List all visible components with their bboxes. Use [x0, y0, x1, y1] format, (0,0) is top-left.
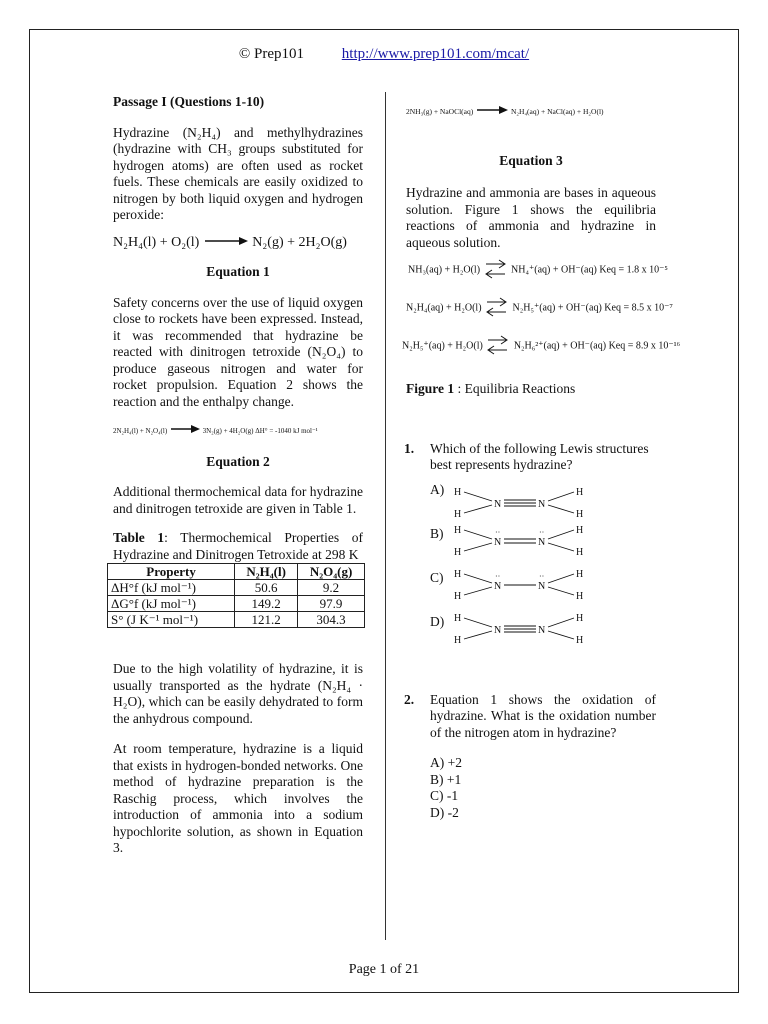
svg-text:··: ·· [495, 527, 501, 537]
answer-option[interactable]: A) +2 [430, 755, 462, 770]
svg-text:H: H [454, 524, 462, 536]
equilibrium-1-left: NH₃(aq) + H₂O(l) [408, 264, 481, 276]
lewis-structure-c [450, 566, 590, 606]
prep101-link[interactable]: http://www.prep101.com/mcat/ [341, 46, 530, 62]
table-header: N₂O₄(g) [298, 564, 365, 580]
svg-text:H: H [454, 612, 462, 624]
equation-2 [113, 423, 363, 440]
equilibrium-2-left: N₂H₄(aq) + H₂O(l) [406, 302, 482, 314]
figure-caption [406, 381, 656, 398]
table-cell: S° (J K⁻¹ mol⁻¹) [108, 612, 235, 628]
svg-text:H: H [576, 486, 584, 498]
question-1-stem [404, 440, 656, 474]
table-caption [113, 530, 363, 563]
table-header: Property [108, 564, 235, 580]
equilibrium-1 [408, 259, 668, 281]
table-cell: ΔG°f (kJ mol⁻¹) [108, 596, 235, 612]
equilibrium-arrows-icon [483, 259, 509, 281]
svg-text:N: N [494, 498, 502, 510]
equilibrium-arrows-icon [485, 335, 511, 357]
svg-text:H: H [454, 486, 462, 498]
equation-2-reactants: 2N₂H₄(l) + N₂O₄(l) [113, 427, 168, 435]
question-2-text: Equation 1 shows the oxidation of hydrazine. What is the oxidation number of the nitrogen atom in hydrazine? [430, 691, 656, 740]
page-header [0, 46, 768, 63]
equation-1-label: Equation 1 [206, 264, 270, 279]
passage-title: Passage I (Questions 1-10) [113, 94, 265, 109]
passage-paragraph-1: Hydrazine (N₂H₄) and methylhydrazines (hydrazine with CH₃ groups substituted for hydrogen atoms) are often used as rocket fuels. These chemicals are easily oxidized to nitrogen by both liquid oxygen and hydrogen peroxide: [113, 124, 363, 222]
equilibrium-1-right: NH₄⁺(aq) + OH⁻(aq) Keq = 1.8 x 10⁻⁵ [511, 264, 668, 276]
option-label[interactable]: B) [430, 525, 444, 541]
table-cell: 9.2 [298, 580, 365, 596]
svg-text:H: H [576, 568, 584, 580]
table-cell: 121.2 [235, 612, 298, 628]
equilibrium-3-right: N₂H₆²⁺(aq) + OH⁻(aq) Keq = 8.9 x 10⁻¹⁶ [513, 340, 681, 352]
svg-text:N: N [538, 624, 546, 636]
passage-paragraph-2: Safety concerns over the use of liquid oxygen close to rockets have been expressed. Instead, it was recommended that hydrazine be reacted with dinitrogen tetroxide (N₂O₄) to produce gaseous nitrogen and water for rocket propulsion. Equation 2 shows the reaction and the enthalpy change. [113, 294, 363, 409]
right-column [402, 104, 681, 821]
svg-text:H: H [576, 508, 584, 520]
svg-text:H: H [454, 634, 462, 646]
svg-text:··: ·· [539, 571, 545, 581]
left-column [113, 94, 363, 857]
svg-text:H: H [454, 590, 462, 602]
table-cell: 50.6 [235, 580, 298, 596]
svg-text:N: N [538, 498, 546, 510]
table-cell: 97.9 [298, 596, 365, 612]
reaction-arrow-icon [169, 425, 201, 433]
option-label[interactable]: A) [430, 481, 445, 497]
svg-text:··: ·· [495, 571, 501, 581]
equilibrium-2 [406, 297, 673, 319]
equilibrium-arrows-icon [484, 297, 510, 319]
answer-option[interactable]: C) -1 [430, 788, 459, 803]
lewis-structure-b [450, 522, 590, 562]
table-caption-text: : Thermochemical Properties of Hydrazine and Dinitrogen Tetroxide at 298 K [113, 530, 363, 562]
option-label[interactable]: C) [430, 569, 444, 585]
svg-text:··: ·· [539, 527, 545, 537]
svg-text:H: H [454, 508, 462, 520]
equilibrium-3-left: N₂H₅⁺(aq) + H₂O(l) [402, 340, 483, 352]
svg-text:H: H [576, 612, 584, 624]
passage-paragraph-3: Additional thermochemical data for hydrazine and dinitrogen tetroxide are given in Table 1. [113, 484, 363, 516]
figure-caption-text: : Equilibria Reactions [454, 380, 576, 396]
question-2-stem [404, 691, 656, 742]
lewis-structure-d [450, 610, 590, 650]
reaction-arrow-icon [203, 236, 249, 246]
table-cell: 304.3 [298, 612, 365, 628]
equation-3-label: Equation 3 [499, 152, 563, 168]
question-2 [404, 691, 656, 822]
table-row [108, 596, 365, 612]
question-1-text: Which of the following Lewis structures best represents hydrazine? [430, 440, 649, 472]
lewis-structure-a [450, 484, 590, 524]
svg-text:H: H [576, 546, 584, 558]
equilibrium-2-right: N₂H₅⁺(aq) + OH⁻(aq) Keq = 8.5 x 10⁻⁷ [512, 302, 673, 314]
svg-text:N: N [538, 536, 546, 548]
question-1-number: 1. [404, 440, 415, 456]
passage-paragraph-5: At room temperature, hydrazine is a liquid that exists in hydrogen-bonded networks. One method of hydrazine preparation is the Raschig process, which involves the introduction of ammonia into a sodium hypochlorite solution, as shown in Equation 3. [113, 741, 363, 855]
svg-text:N: N [494, 536, 502, 548]
svg-text:H: H [454, 546, 462, 558]
svg-text:H: H [576, 634, 584, 646]
figure-caption-label: Figure 1 [406, 380, 455, 396]
svg-text:N: N [538, 580, 546, 592]
page-number: Page 1 of 21 [348, 962, 420, 977]
svg-text:N: N [494, 624, 502, 636]
table-row [108, 580, 365, 596]
question-1 [404, 440, 656, 646]
passage-paragraph-6: Hydrazine and ammonia are bases in aqueous solution. Figure 1 shows the equilibria reactions of ammonia and hydrazine in aqueous solution. [406, 185, 656, 250]
lewis-structure-options [430, 481, 656, 646]
equation-1-products: N₂(g) + 2H₂O(g) [252, 234, 347, 250]
table-cell: ΔH°f (kJ mol⁻¹) [108, 580, 235, 596]
equilibria-figure [402, 259, 681, 357]
equilibrium-3 [402, 335, 681, 357]
svg-text:N: N [494, 580, 502, 592]
table-caption-label: Table 1 [113, 530, 165, 545]
table-row [108, 612, 365, 628]
thermochemical-table [107, 563, 365, 628]
equation-1 [113, 235, 363, 252]
equation-2-products: 3N₂(g) + 4H₂O(g) ΔH° = -1040 kJ mol⁻¹ [202, 427, 318, 435]
column-divider [385, 92, 386, 940]
reaction-arrow-icon [475, 106, 509, 114]
answer-option[interactable]: D) -2 [430, 804, 459, 820]
answer-option[interactable]: B) +1 [430, 771, 462, 787]
equation-3 [406, 104, 656, 121]
equation-2-label: Equation 2 [206, 453, 270, 469]
equation-3-reactants: 2NH₃(g) + NaOCl(aq) [406, 107, 474, 116]
equation-1-reactants: N₂H₄(l) + O₂(l) [113, 234, 200, 250]
question-2-number: 2. [404, 691, 415, 707]
table-cell: 149.2 [235, 596, 298, 612]
passage-paragraph-4: Due to the high volatility of hydrazine, it is usually transported as the hydrate (N₂H₄ · H₂O), which can be easily dehydrated to form the anhydrous compound. [113, 661, 363, 726]
table-header-row [108, 564, 365, 580]
svg-text:H: H [576, 524, 584, 536]
equation-3-products: N₂H₄(aq) + NaCl(aq) + H₂O(l) [511, 107, 604, 116]
svg-text:H: H [576, 590, 584, 602]
option-label[interactable]: D) [430, 613, 445, 629]
copyright: © Prep101 [238, 46, 305, 62]
table-header: N₂H₄(l) [235, 564, 298, 580]
svg-text:H: H [454, 568, 462, 580]
